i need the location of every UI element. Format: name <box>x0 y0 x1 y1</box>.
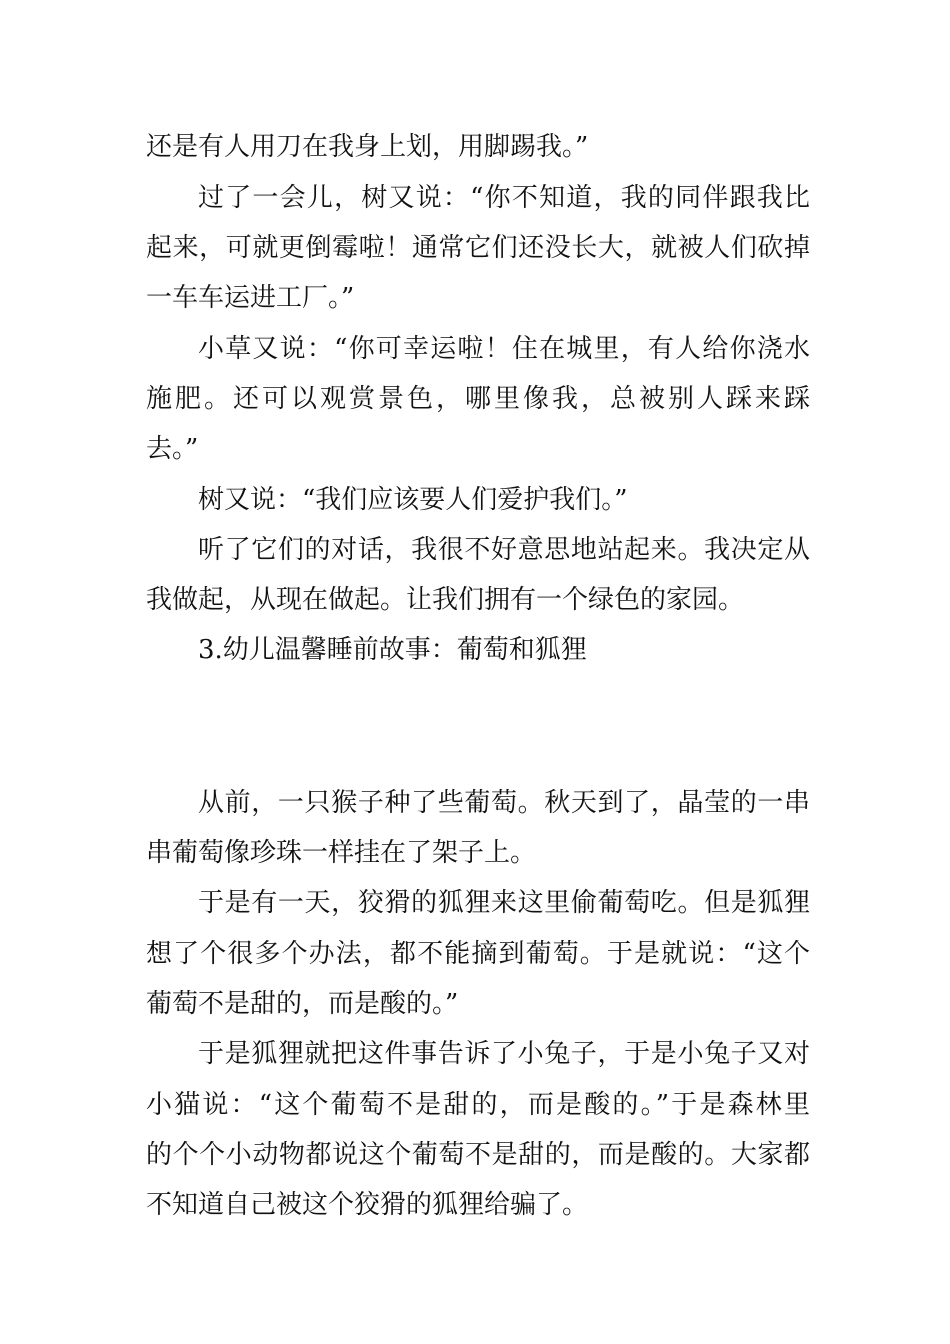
text-line: 从前，一只猴子种了些葡萄。秋天到了，晶莹的一串 <box>198 788 810 818</box>
text-line: 过了一会儿，树又说：“你不知道，我的同伴跟我比 <box>198 183 810 213</box>
text-line: 于是狐狸就把这件事告诉了小兔子，于是小兔子又对 <box>198 1039 810 1069</box>
text-line: 的个个小动物都说这个葡萄不是甜的，而是酸的。大家都 <box>146 1140 810 1170</box>
text-line: 不知道自己被这个狡猾的狐狸给骗了。 <box>146 1190 589 1220</box>
text-line: 听了它们的对话，我很不好意思地站起来。我决定从 <box>198 535 810 565</box>
text-line: 葡萄不是甜的，而是酸的。” <box>146 989 459 1019</box>
text-line: 小草又说：“你可幸运啦！住在城里，有人给你浇水 <box>198 334 810 364</box>
text-line: 去。” <box>146 434 199 464</box>
text-line: 我做起，从现在做起。让我们拥有一个绿色的家园。 <box>146 585 745 615</box>
text-line: 树又说：“我们应该要人们爱护我们。” <box>198 485 628 515</box>
text-line: 串葡萄像珍珠一样挂在了架子上。 <box>146 838 537 868</box>
section-heading: 3.幼儿温馨睡前故事：葡萄和狐狸 <box>198 635 587 665</box>
text-line: 起来，可就更倒霉啦！通常它们还没长大，就被人们砍掉 <box>146 233 810 263</box>
text-line: 一车车运进工厂。” <box>146 283 355 313</box>
text-line: 施肥。还可以观赏景色，哪里像我，总被别人踩来踩 <box>146 384 810 414</box>
text-line: 小猫说：“这个葡萄不是甜的，而是酸的。”于是森林里 <box>146 1090 810 1120</box>
text-line: 还是有人用刀在我身上划，用脚踢我。” <box>146 132 589 162</box>
text-line: 于是有一天，狡猾的狐狸来这里偷葡萄吃。但是狐狸 <box>198 888 810 918</box>
text-line: 想了个很多个办法，都不能摘到葡萄。于是就说：“这个 <box>146 939 810 969</box>
